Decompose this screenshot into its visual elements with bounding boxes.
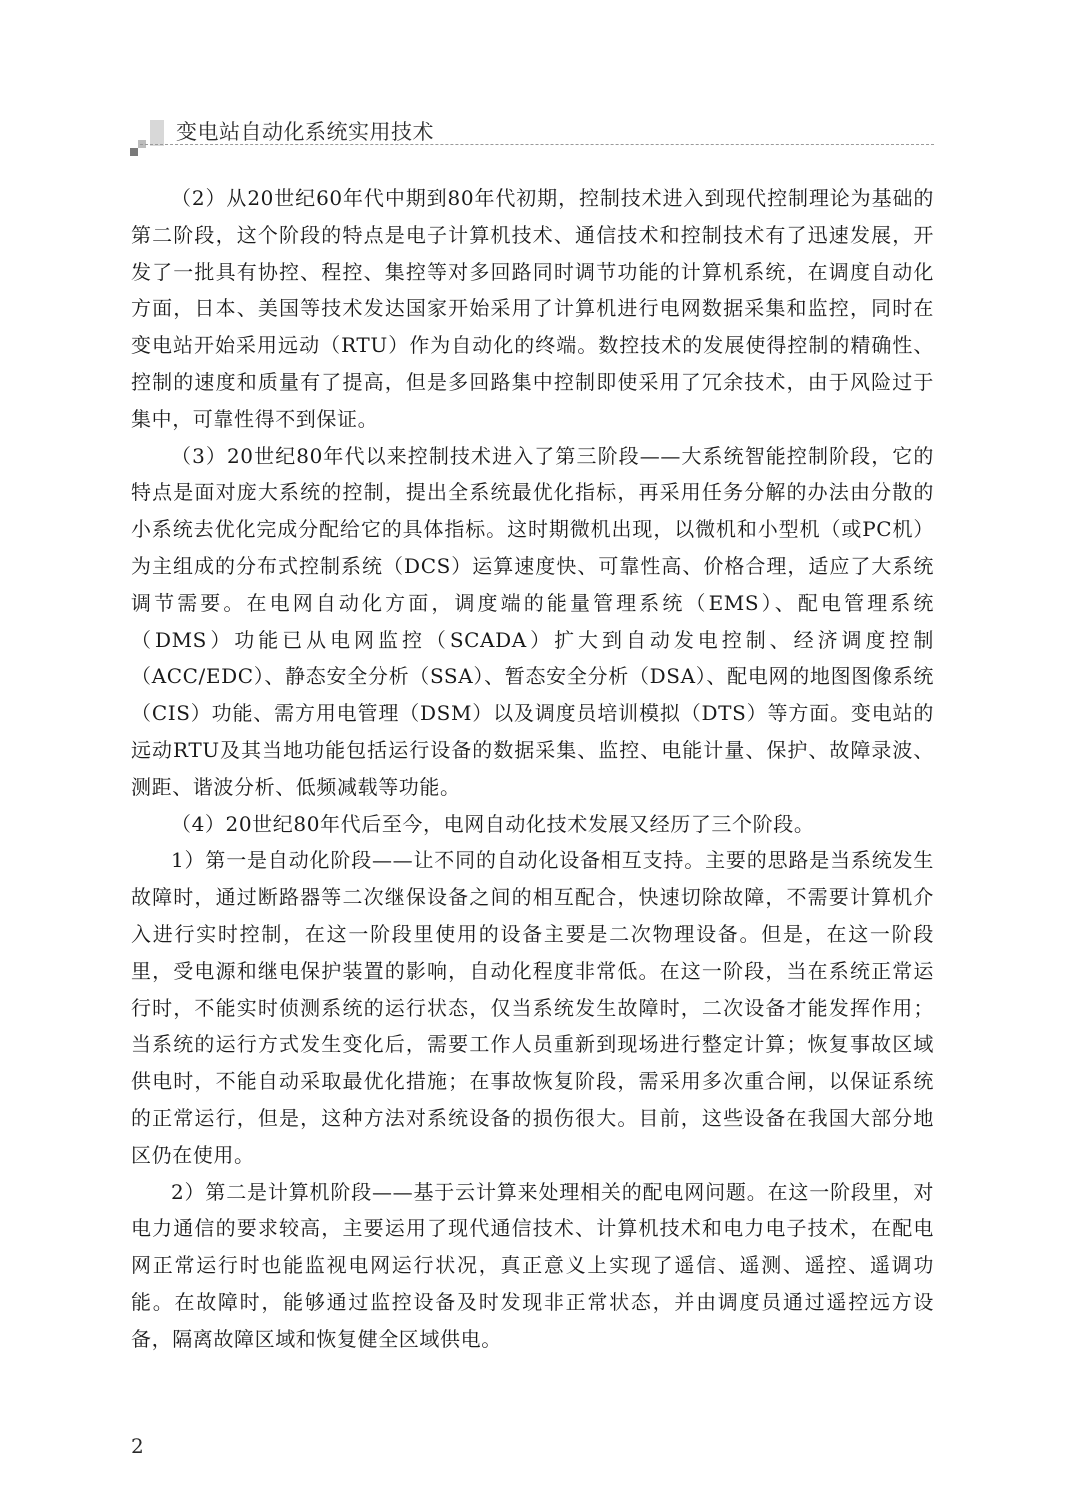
header-decoration-squares — [130, 148, 138, 156]
paragraph-stage-4: （4）20世纪80年代后至今，电网自动化技术发展又经历了三个阶段。 — [171, 811, 815, 836]
paragraph-automation-phase: 1）第一是自动化阶段——让不同的自动化设备相互支持。主要的思路是当系统发生故障时，通过断路器等二次继保设备之间的相互配合，快速切除故障，不需要计算机介入进行实时控制，在这一阶段里使用的设备主要是二次物理设备。但是，在这一阶段里，受电源和继电保护装置的影响，自动化程度非常低。在这一阶段，当在系统正常运行时，不能实时侦测系统的运行状态，仅当系统发生故障时，二次设备才能发挥作用；当系统的运行方式发生变化后，需要工作人员重新到现场进行整定计算；恢复事故区域供电时，不能自动采取最优化措施；在事故恢复阶段，需采用多次重合闸，以保证系统的正常运行，但是，这种方法对系统设备的损伤很大。目前，这些设备在我国大部分地区仍在使用。 — [131, 848, 934, 1167]
book-title: 变电站自动化系统实用技术 — [176, 120, 434, 144]
header-dashed-rule — [140, 144, 934, 145]
running-header — [130, 108, 934, 156]
header-marker-bar — [150, 120, 164, 146]
paragraph-computer-phase: 2）第二是计算机阶段——基于云计算来处理相关的配电网问题。在这一阶段里，对电力通信的要求较高，主要运用了现代通信技术、计算机技术和电力电子技术，在配电网正常运行时也能监视电网运行状况，真正意义上实现了遥信、遥测、遥控、遥调功能。在故障时，能够通过监控设备及时发现非正常状态，并由调度员通过遥控远方设备，隔离故障区域和恢复健全区域供电。 — [131, 1179, 934, 1351]
body-text — [131, 180, 934, 1358]
paragraph-stage-3: （3）20世纪80年代以来控制技术进入了第三阶段——大系统智能控制阶段，它的特点是面对庞大系统的控制，提出全系统最优化指标，再采用任务分解的办法由分散的小系统去优化完成分配给它的具体指标。这时期微机出现，以微机和小型机（或PC机）为主组成的分布式控制系统（DCS）运算速度快、可靠性高、价格合理，适应了大系统调节需要。在电网自动化方面，调度端的能量管理系统（EMS）、配电管理系统（DMS）功能已从电网监控（SCADA）扩大到自动发电控制、经济调度控制（ACC/EDC）、静态安全分析（SSA）、暂态安全分析（DSA）、配电网的地图图像系统（CIS）功能、需方用电管理（DSM）以及调度员培训模拟（DTS）等方面。变电站的远动RTU及其当地功能包括运行设备的数据采集、监控、电能计量、保护、故障录波、测距、谐波分析、低频减载等功能。 — [131, 443, 934, 799]
page-number: 2 — [131, 1434, 144, 1458]
paragraph-stage-2: （2）从20世纪60年代中期到80年代初期，控制技术进入到现代控制理论为基础的第二阶段，这个阶段的特点是电子计算机技术、通信技术和控制技术有了迅速发展，开发了一批具有协控、程控、集控等对多回路同时调节功能的计算机系统，在调度自动化方面，日本、美国等技术发达国家开始采用了计算机进行电网数据采集和监控，同时在变电站开始采用远动（RTU）作为自动化的终端。数控技术的发展使得控制的精确性、控制的速度和质量有了提高，但是多回路集中控制即使采用了冗余技术，由于风险过于集中，可靠性得不到保证。 — [131, 186, 934, 431]
